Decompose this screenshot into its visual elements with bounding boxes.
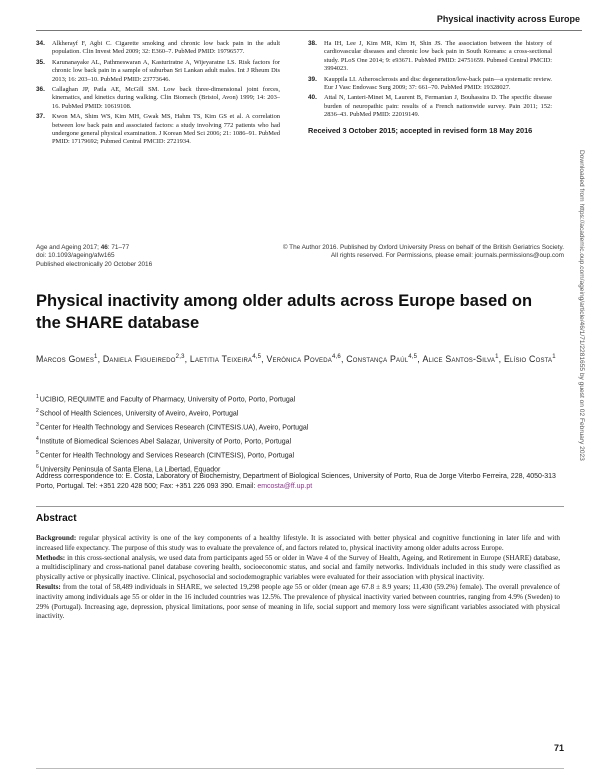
affiliation-text: School of Health Sciences, University of Aveiro, Aveiro, Portugal (39, 410, 239, 418)
author-affiliation-mark: 4,5 (408, 354, 418, 360)
reference-item (308, 94, 552, 119)
reference-number: 37. (36, 113, 45, 121)
received-note: Received 3 October 2015; accepted in revised form 18 May 2016 (308, 125, 533, 135)
abstract-bottom-divider (36, 768, 564, 769)
abstract-section-text: from the total of 58,489 individuals in SHARE, we selected 19,298 people age 55 or older (mean age 67.8 ± 8.9 years; 11,430 (59.2%) female). The overall prevalence of inactivity among individuals age 55 or older in the 16 included countries was 12.5%. The prevalence of physical inactivity varied between countries, ranging from 4.9% (Sweden) to 29% (Portugal). Increasing age, depression, physical limitations, poor sense of meaning in life, social support and memory loss were significant variables associated with physical inactivity. (36, 582, 560, 621)
correspondence (36, 472, 560, 492)
reference-item (36, 40, 280, 57)
citation-prefix: Age and Ageing 2017; (36, 244, 101, 251)
reference-text: Ha IH, Lee J, Kim MR, Kim H, Shin JS. The association between the history of cardiovascular diseases and chronic low back pain in South Koreans: a cross-sectional study. PLoS One 2014; 9: e93671. PubMed PMID: 24751659. Pubmed Central PMCID: 3994023. (324, 40, 552, 73)
affiliation-number: 1 (36, 394, 39, 400)
author-affiliation-mark: 1 (495, 354, 499, 360)
reference-number: 39. (308, 75, 317, 83)
citation (36, 244, 152, 252)
affiliation-number: 4 (36, 435, 39, 442)
affiliation-text: Institute of Biomedical Sciences Abel Salazar, University of Porto, Porto, Portugal (39, 438, 292, 446)
abstract-section (36, 554, 560, 583)
copyright-line-1: © The Author 2016. Published by Oxford University Press on behalf of the British Geriatrics Society. (282, 244, 564, 251)
reference-item (308, 76, 552, 93)
abstract-section-label: Methods: (36, 553, 66, 562)
affiliation-text: UCIBIO, REQUIMTE and Faculty of Pharmacy, University of Porto, Porto, Portugal (39, 396, 296, 404)
affiliation-text: Center for Health Technology and Services Research (CINTESIS), Porto, Portugal (39, 452, 295, 460)
abstract-section-label: Background: (36, 534, 77, 542)
reference-text: Kauppila LI. Atherosclerosis and disc degeneration/low-back pain—a systematic review. Eur J Vasc Endovasc Surg 2009; 37: 661–70. PubMed PMID: 19328027. (324, 75, 552, 92)
reference-item (36, 113, 280, 147)
affiliation-number: 3 (36, 421, 39, 428)
abstract-body (36, 534, 560, 622)
page-number: 71 (553, 743, 564, 753)
abstract-section-text: regular physical activity is one of the key components of a healthy lifestyle. It is associated with better physical and cognitive functioning in later life and with increased life expectancy. The purpose of this study was to evaluate the prevalence of, and factors related to, physical inactivity among older adults across Europe. (36, 534, 560, 552)
author-affiliation-mark: 4,6 (332, 354, 341, 360)
reference-text: Karunanayake AL, Pathmeswaran A, Kasturiratne A, Wijeyaratne LS. Risk factors for chronic low back pain in a sample of suburban Sri Lankan adult males. Int J Rheum Dis 2013; 16: 203–10. PubMed PMID: 23773646. (52, 58, 280, 83)
abstract-section (36, 534, 560, 554)
affiliation-item (36, 448, 308, 462)
reference-number: 36. (36, 86, 45, 94)
reference-item (36, 59, 280, 84)
journal-info (36, 244, 152, 269)
abstract-section (36, 583, 560, 622)
author-separator: , (261, 353, 267, 364)
reference-text: Alkherayf F, Agbi C. Cigarette smoking and chronic low back pain in the adult population. Clin Invest Med 2009; 32: E360–7. PubMed PMID: 19796577. (52, 40, 280, 56)
author-list (36, 350, 556, 367)
abstract-heading: Abstract (36, 513, 77, 524)
reference-item (36, 86, 280, 111)
correspondence-email[interactable]: emcosta@ff.up.pt (257, 483, 313, 490)
abstract-divider (36, 506, 564, 507)
reference-number: 40. (308, 94, 317, 102)
author-name: Daniela Figueiredo (102, 353, 176, 364)
reference-number: 38. (308, 40, 317, 47)
author-affiliation-mark: 2,3 (175, 354, 185, 360)
abstract-section-text: in this cross-sectional analysis, we used data from participants aged 55 or older in Wave 4 of the Survey of Health, Ageing, and Retirement in Europe (SHARE) database, a multidisciplinary and cross-national panel database covering health, socioeconomic status, and social and family networks. Individuals included in this study were classified as physically active or physically inactive. Clinical, psychosocial and sociodemographic variables were evaluated for their association with physical inactivity. (36, 553, 560, 582)
affiliation-number: 2 (36, 407, 39, 414)
download-note: Downloaded from https://academic.oup.com/ageing/article/46/1/71/2281655 by guest on 02 February 2023 (578, 150, 585, 461)
affiliation-list (36, 392, 308, 476)
correspondence-address: Address correspondence to: E. Costa, Laboratory of Biochemistry, Department of Biological Sciences, University of Porto, Rua de Jorge Viterbo Ferreira, 228, 4050-313 Porto, Portugal. Tel: +351 220 428 500; Fax: +351 226 093 390. Email: (36, 473, 556, 490)
author-name: Alice Santos-Silva (422, 353, 496, 364)
affiliation-text: University Peninsula of Santa Elena, La Libertad, Equador (39, 465, 221, 473)
author-name: Constança Paúl (346, 353, 409, 364)
copyright-notice (234, 244, 564, 261)
reference-number: 34. (36, 40, 45, 47)
reference-list-left (36, 40, 280, 149)
author-separator: , (340, 353, 347, 364)
author-affiliation-mark: 1 (94, 354, 98, 360)
header-rule (36, 30, 582, 31)
reference-text: Attal N, Lanteri-Minet M, Laurent B, Fermanian J, Bouhassira D. The specific disease burden of neuropathic pain: results of a French nationwide survey. Pain 2011; 152: 2836–43. PubMed PMID: 22019149. (324, 94, 552, 119)
reference-text: Kwon MA, Shim WS, Kim MH, Gwak MS, Hahm TS, Kim GS et al. A correlation between low back pain and associated factors: a study involving 772 patients who had undergone general physical examination. J Korean Med Sci 2006; 21: 1086–91. PubMed PMID: 17179692; Pubmed Central PMCID: 2721934. (52, 113, 280, 146)
author-separator: , (97, 353, 103, 364)
citation-suffix: : 71–77 (107, 244, 130, 251)
doi[interactable]: doi: 10.1093/ageing/afw165 (36, 252, 115, 260)
author-name: Laetitia Teixeira (189, 353, 253, 364)
author-affiliation-mark: 4,5 (252, 354, 262, 360)
affiliation-item (36, 392, 308, 406)
reference-item (308, 40, 552, 74)
author-separator: , (184, 353, 190, 364)
reference-items (308, 40, 552, 120)
reference-number: 35. (36, 58, 45, 66)
affiliation-number: 6 (36, 463, 39, 470)
author-separator: , (417, 353, 423, 364)
reference-list-right (308, 40, 552, 136)
author-name: Marcos Gomes (36, 353, 95, 364)
author-affiliation-mark: 1 (552, 354, 556, 360)
affiliation-item (36, 406, 308, 420)
article-title: Physical inactivity among older adults across Europe based on the SHARE database (36, 292, 533, 332)
affiliation-item (36, 434, 308, 448)
author-name: Verónica Poveda (266, 353, 332, 364)
author-separator: , (498, 353, 504, 364)
published-date: Published electronically 20 October 2016 (36, 260, 153, 268)
affiliation-text: Center for Health Technology and Services Research (CINTESIS.UA), Aveiro, Portugal (39, 424, 309, 432)
running-header: Physical inactivity across Europe (436, 14, 580, 24)
abstract-section-label: Results: (36, 582, 61, 591)
volume: 46 (100, 244, 108, 251)
copyright-line-2: All rights reserved. For Permissions, please email: journals.permissions@oup.com (330, 252, 564, 260)
affiliation-number: 5 (36, 449, 39, 456)
author-name: Elísio Costa (503, 353, 553, 364)
affiliation-item (36, 420, 308, 434)
reference-text: Callaghan JP, Patla AE, McGill SM. Low back three-dimensional joint forces, kinematics, and kinetics during walking. Clin Biomech (Bristol, Avon) 1999; 14: 203–16. PubMed PMID: 10619108. (52, 86, 280, 110)
